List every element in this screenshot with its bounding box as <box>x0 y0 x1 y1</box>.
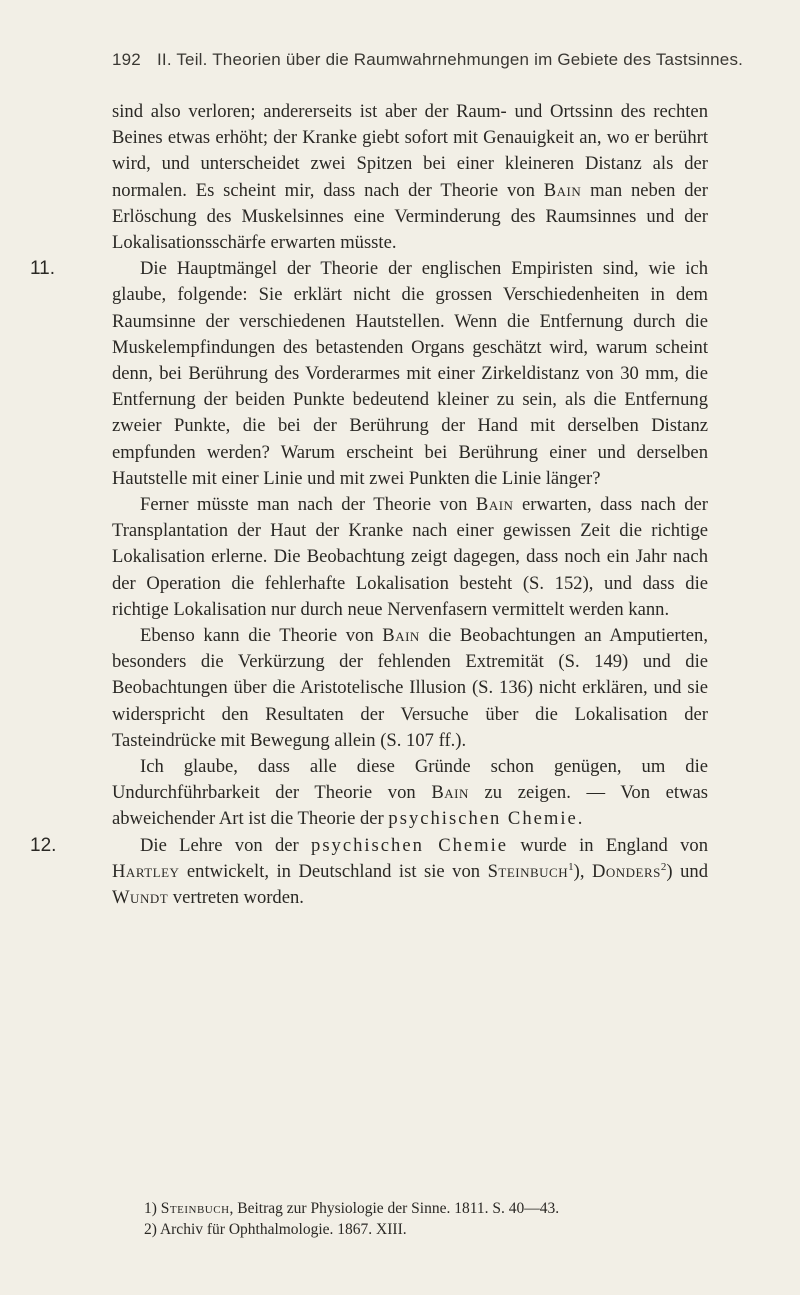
section-number: 12. <box>30 834 57 856</box>
paragraph-6: Die Lehre von der psychischen Chemie wurde in England von Hartley entwickelt, in Deutschland ist sie von Steinbuch$^1$), Donders$^2$) und Wundt vertreten worden. <box>112 834 708 909</box>
running-header <box>112 50 744 70</box>
emphasized-term: psychischen Chemie <box>388 808 578 830</box>
body-text <box>30 99 708 911</box>
author-name: Bain <box>431 782 469 804</box>
footnote-ref: 2 <box>660 860 667 873</box>
author-name: Donders <box>591 860 661 882</box>
author-name: Bain <box>543 179 582 201</box>
section-12 <box>30 833 708 912</box>
author-name: Bain <box>475 494 514 516</box>
page-number: 192 <box>112 50 141 69</box>
emphasized-term: psychischen Chemie <box>311 834 509 856</box>
paragraph-3: Ferner müsste man nach der Theorie von Bain erwarten, dass nach der Transplantation der Haut der Kranke nach einer gewissen Zeit die richtige Lokalisation erlerne. Die Beobachtung zeigt dagegen, dass noch ein Jahr nach der Operation die fehlerhafte Lokalisation besteht (S. 152), und dass die richtige Lokalisation nur durch neue Nervenfasern vermittelt werden kann. <box>112 494 708 620</box>
author-name: Bain <box>382 625 420 647</box>
author-name: Steinbuch <box>487 860 569 882</box>
paragraph-5: Ich glaube, dass alle diese Gründe schon genügen, um die Undurchführbarkeit der Theorie von Bain zu zeigen. — Von etwas abweichender Art ist die Theorie der psychischen Chemie. <box>112 756 708 830</box>
author-name: Wundt <box>112 887 169 909</box>
paragraph-2: Die Hauptmängel der Theorie der englischen Empiristen sind, wie ich glaube, folgende: Sie erklärt nicht die grossen Verschiedenheiten in dem Raumsinne der verschiedenen Hautstellen. Wenn die Entfernung durch die Muskelempfindungen des betastenden Organs geschätzt wird, warum scheint denn, bei Berührung des Vorderarmes mit einer Zirkeldistanz von 30 mm, die Entfernung der beiden Punkte bedeutend kleiner zu sein, als die Entfernung zweier Punkte, die bei der Berührung der Hand mit derselben Distanz empfunden werden? Warum erscheint bei Berührung einer und derselben Hautstelle mit einer Linie und mit zwei Punkten die Linie länger? <box>112 258 708 489</box>
footnote-2: 2) Archiv für Ophthalmologie. 1867. XIII. <box>144 1221 407 1238</box>
paragraph-4: Ebenso kann die Theorie von Bain die Beobachtungen an Amputierten, besonders die Verkürzung der fehlenden Extremität (S. 149) und die Beobachtungen über die Aristotelische Illusion (S. 136) nicht erklären, und sie widerspricht den Resultaten der Versuche über die Lokalisation der Tasteindrücke mit Bewegung allein (S. 107 ff.). <box>112 625 708 751</box>
author-name: Hartley <box>112 860 180 882</box>
footnote-1: 1) Steinbuch, Beitrag zur Physiologie der Sinne. 1811. S. 40—43. <box>144 1200 560 1217</box>
section-11 <box>30 256 708 492</box>
running-title: II. Teil. Theorien über die Raumwahrnehmungen im Gebiete des Tastsinnes. <box>156 50 744 69</box>
paragraph-1: sind also verloren; andererseits ist aber der Raum- und Ortssinn des rechten Beines etwas erhöht; der Kranke giebt sofort mit Genauigkeit an, wo er berührt wird, und unterscheidet zwei Spitzen bei einer kleineren Distanz als der normalen. Es scheint mir, dass nach der Theorie von Bain man neben der Erlöschung des Muskelsinnes eine Verminderung des Raumsinnes und der Lokalisationsschärfe erwarten müsste. <box>112 101 708 254</box>
footnote-ref: 1 <box>568 860 574 873</box>
section-number: 11. <box>30 258 56 280</box>
footnotes <box>144 1198 724 1240</box>
